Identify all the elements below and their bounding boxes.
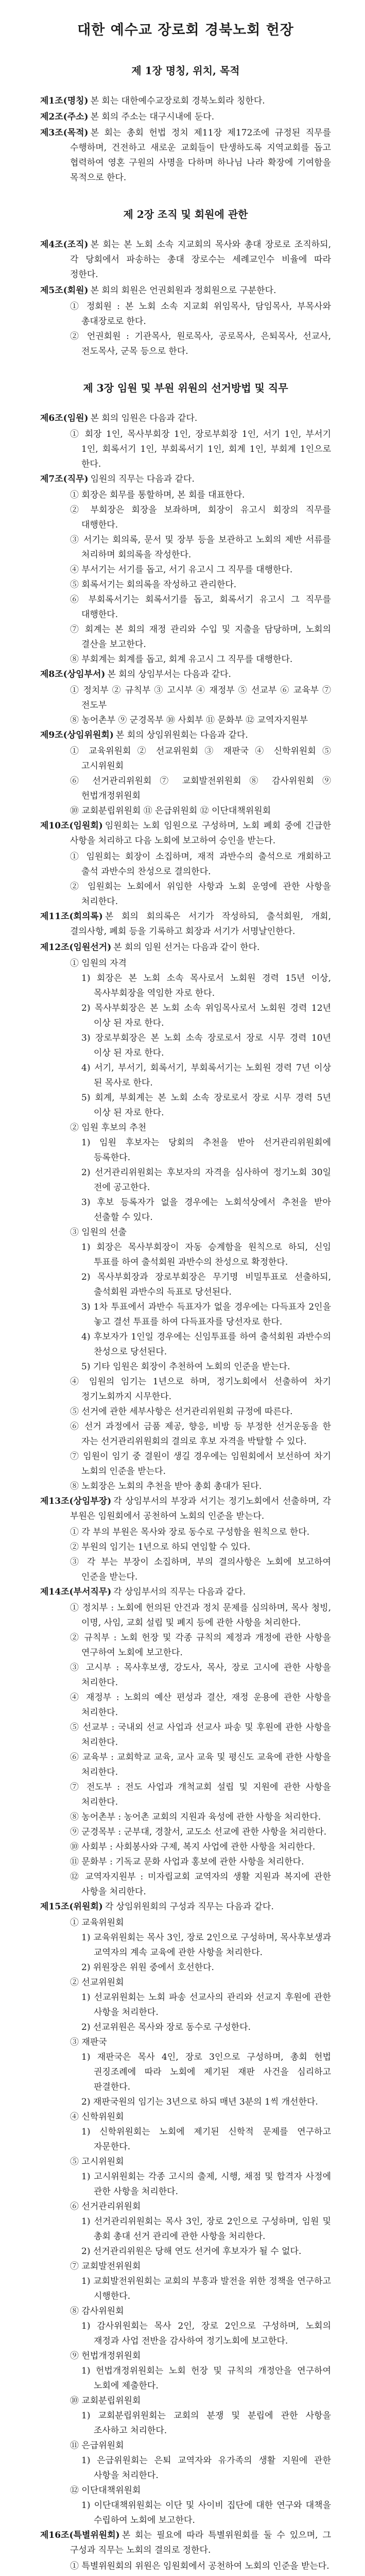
article-number: 제11조(회의록) <box>40 911 103 922</box>
clause-subitem: 1) 교회분립위원회는 교회의 분쟁 및 분립에 관한 사항을 조사하고 처리한다. <box>81 2411 331 2436</box>
clause-item: ⑦ 교회발전위원회 <box>70 2261 141 2272</box>
clause-item: ② 임원 후보의 추천 <box>70 1123 147 1133</box>
clause-item: ⑧ 농어촌부 : 농어촌 교회의 지원과 육성에 관한 사항을 처리한다. <box>70 1812 321 1822</box>
clause-item: ⑤ 고시위원회 <box>70 2157 124 2167</box>
clause-item: ② 규칙부 : 노회 헌장 및 각종 규칙의 제정과 개정에 관한 사항을 연구하여 노회에 보고한다. <box>70 1633 331 1658</box>
document-title: 대한 예수교 장로회 경북노회 헌장 <box>77 22 294 38</box>
clause-item: ⑪ 문화부 : 기독교 문화 사업과 홍보에 관한 사항을 처리한다. <box>70 1857 304 1867</box>
clause-item: ③ 임원의 선출 <box>70 1227 127 1238</box>
article-number: 제16조(특별위원회) <box>40 2530 120 2540</box>
article-number: 제2조(주소) <box>40 112 89 122</box>
clause-item: ⑥ 부회록서기는 회록서기를 돕고, 회록서기 유고시 그 직무를 대행한다. <box>70 595 331 620</box>
clause-item: ① 회장 1인, 목사부회장 1인, 장로부회장 1인, 서기 1인, 부서기 1인, 회록서기 1인, 부회록서기 1인, 회계 1인, 부회계 1인으로 한다. <box>70 429 331 469</box>
article <box>40 1900 331 1914</box>
clause-item: ⑥ 선거 과정에서 금품 제공, 향응, 비방 등 부정한 선거운동을 한 자는 선거관리위원회의 결의로 후보 자격을 박탈할 수 있다. <box>70 1421 331 1447</box>
article-number: 제6조(임원) <box>40 413 89 423</box>
clause-item: ⑥ 선거관리위원회 <box>70 2201 141 2212</box>
article-text: 본 회의 회원은 언권회원과 정회원으로 구분한다. <box>90 285 276 296</box>
clause-subitem: 2) 선거관리위원회는 후보자의 자격을 심사하여 정기노회 30일 전에 공고한다. <box>81 1167 331 1193</box>
clause-item: ① 교육위원회 <box>70 1918 124 1928</box>
clause-item: ⑤ 회록서기는 회의록을 작성하고 관리한다. <box>70 580 237 590</box>
article-number: 제3조(목적) <box>40 128 89 138</box>
clause-item: ① 임원의 자격 <box>70 958 127 969</box>
clause-item: ④ 신학위원회 <box>70 2112 124 2122</box>
article-number: 제14조(부서직무) <box>40 1587 112 1597</box>
clause-item: ⑦ 임원이 임기 중 결원이 생길 경우에는 임원회에서 보선하여 차기 노회의 인준을 받는다. <box>70 1451 331 1477</box>
clause-item: ⑧ 부회계는 회계를 돕고, 회계 유고시 그 직무를 대행한다. <box>70 654 293 665</box>
article-text: 본 회의 임원은 다음과 같다. <box>90 413 198 423</box>
clause-item: ④ 재정부 : 노회의 예산 편성과 결산, 재정 운용에 관한 사항을 처리한다. <box>70 1692 331 1718</box>
clause-item: ④ 부서기는 서기를 돕고, 서기 유고시 그 직무를 대행한다. <box>70 565 293 575</box>
clause-subitem: 2) 선교위원은 목사와 장로 동수로 구성한다. <box>81 2022 251 2032</box>
clause-item: ⑨ 군경목부 : 군부대, 경찰서, 교도소 선교에 관한 사항을 처리한다. <box>70 1827 327 1837</box>
clause-subitem: 2) 위원장은 위원 중에서 호선한다. <box>81 1962 214 1973</box>
clause-item: ① 특별위원회의 위원은 임원회에서 공천하여 노회의 인준을 받는다. <box>70 2561 329 2571</box>
clause-subitem: 1) 신학위원회는 노회에 제기된 신학적 문제를 연구하고 자문한다. <box>81 2127 331 2152</box>
chapter-title: 제 1장 명칭, 위치, 목적 <box>131 64 240 77</box>
article-number: 제13조(상임부장) <box>40 1496 112 1506</box>
article <box>40 110 331 125</box>
article-text: 본 회의 상임부서는 다음과 같다. <box>107 669 231 680</box>
article-text: 본 회의 상임위원회는 다음과 같다. <box>115 730 248 740</box>
clause-item: ③ 재판국 <box>70 2037 107 2047</box>
article <box>40 126 331 185</box>
clause-item: ⑦ 회계는 본 회의 재정 관리와 수입 및 지출을 담당하며, 노회의 결산을 보고한다. <box>70 624 331 650</box>
article-number: 제12조(임원선거) <box>40 942 112 953</box>
article-number: 제15조(위원회) <box>40 1902 103 1912</box>
article-number: 제9조(상임위원회) <box>40 730 114 740</box>
clause-subitem: 1) 은급위원회는 은퇴 교역자와 유가족의 생활 지원에 관한 사항을 처리한다. <box>81 2455 331 2481</box>
clause-subitem: 1) 교육위원회는 목사 3인, 장로 2인으로 구성하며, 목사후보생과 교역자의 계속 교육에 관한 사항을 처리한다. <box>81 1933 331 1958</box>
clause-item: ① 정회원 : 본 노회 소속 지교회 위임목사, 담임목사, 부목사와 총대장로로 한다. <box>70 301 331 327</box>
clause-item: ① 정치부 ② 규칙부 ③ 고시부 ④ 재정부 ⑤ 선교부 ⑥ 교육부 ⑦ 전도부 <box>70 685 331 710</box>
clause-item: ① 교육위원회 ② 선교위원회 ③ 재판국 ④ 신학위원회 ⑤ 고시위원회 <box>70 746 331 771</box>
clause-item: ⑤ 선거에 관한 세부사항은 선거관리위원회 규정에 따른다. <box>70 1406 293 1417</box>
clause-item: ③ 고시부 : 목사후보생, 강도사, 목사, 장로 고시에 관한 사항을 처리한다. <box>70 1663 331 1688</box>
article <box>40 819 331 849</box>
clause-item: ⑤ 선교부 : 국내외 선교 사업과 선교사 파송 및 후원에 관한 사항을 처리한다. <box>70 1722 331 1748</box>
clause-item: ⑥ 선거관리위원회 ⑦ 교회발전위원회 ⑧ 감사위원회 ⑨ 헌법개정위원회 <box>70 776 331 801</box>
clause-subitem: 3) 장로부회장은 본 노회 소속 장로로서 장로 시무 경력 10년 이상 된 자로 한다. <box>81 1033 331 1058</box>
clause-subitem: 1) 고시위원회는 각종 고시의 출제, 시행, 채점 및 합격자 사정에 관한 사항을 처리한다. <box>81 2172 331 2197</box>
clause-item: ① 각 부의 부원은 목사와 장로 동수로 구성함을 원칙으로 한다. <box>70 1527 310 1537</box>
article-number: 제10조(임원회) <box>40 821 103 831</box>
clause-subitem: 1) 임원 후보자는 당회의 추천을 받아 선거관리위원회에 등록한다. <box>81 1138 331 1163</box>
article-number: 제8조(상임부서) <box>40 669 106 680</box>
article-number: 제1조(명칭) <box>40 96 89 106</box>
clause-item: ⑩ 사회부 : 사회봉사와 구제, 복지 사업에 관한 사항을 처리한다. <box>70 1842 316 1852</box>
clause-subitem: 2) 재판국원의 임기는 3년으로 하되 매년 3분의 1씩 개선한다. <box>81 2097 318 2107</box>
clause-item: ⑧ 감사위원회 <box>70 2306 124 2316</box>
article <box>40 2528 331 2558</box>
clause-subitem: 2) 목사부회장은 본 노회 소속 위임목사로서 노회원 경력 12년 이상 된 자로 한다. <box>81 1003 331 1028</box>
article-text: 본 회의 임원 선거는 다음과 같이 한다. <box>113 942 260 953</box>
clause-subitem: 4) 서기, 부서기, 회록서기, 부회록서기는 노회원 경력 7년 이상 된 목사로 한다. <box>81 1063 331 1088</box>
article-number: 제7조(직무) <box>40 474 89 484</box>
clause-subitem: 1) 선거관리위원회는 목사 3인, 장로 2인으로 구성하며, 임원 및 총회 총대 선거 관리에 관한 사항을 처리한다. <box>81 2216 331 2242</box>
clause-item: ② 언권회원 : 기관목사, 원로목사, 공로목사, 은퇴목사, 선교사, 전도목사, 군목 등으로 한다. <box>70 331 331 357</box>
document-body <box>40 62 331 2576</box>
article <box>40 728 331 743</box>
clause-item: ① 정치부 : 노회에 헌의된 안건과 정치 문제를 심의하며, 목사 청빙, 이명, 사임, 교회 설립 및 폐지 등에 관한 사항을 처리한다. <box>70 1603 331 1628</box>
clause-item <box>40 2574 331 2576</box>
article <box>40 1585 331 1600</box>
article-text: 본 회는 필요에 따라 특별위원회를 둘 수 있으며, 그 구성과 직무는 노회의 결의로 정한다. <box>70 2530 331 2555</box>
clause-item: ⑩ 교회분립위원회 <box>70 2396 141 2406</box>
article-number: 제5조(회원) <box>40 285 89 296</box>
clause-subitem: 3) 후보 등록자가 없을 경우에는 노회석상에서 추천을 받아 선출할 수 있다. <box>81 1197 331 1223</box>
clause-subitem: 3) 1차 투표에서 과반수 득표자가 없을 경우에는 다득표자 2인을 놓고 결선 투표를 하여 다득표자를 당선자로 한다. <box>81 1302 331 1327</box>
article <box>40 411 331 426</box>
clause-item: ④ 임원의 임기는 1년으로 하며, 정기노회에서 선출하여 차기 정기노회까지 시무한다. <box>70 1377 331 1402</box>
article <box>40 909 331 939</box>
clause-item: ⑪ 은급위원회 <box>70 2441 124 2451</box>
article-text: 각 상임위원회의 구성과 직무는 다음과 같다. <box>105 1902 274 1912</box>
article <box>40 667 331 682</box>
article-text: 각 상임부서의 부장과 서기는 정기노회에서 선출하며, 각 부원은 임원회에서 공천하여 노회의 인준을 받는다. <box>70 1496 331 1521</box>
clause-subitem: 1) 선교위원회는 노회 파송 선교사의 관리와 선교지 후원에 관한 사항을 처리한다. <box>81 1992 331 2018</box>
clause-item: ① 회장은 회무를 통할하며, 본 회를 대표한다. <box>70 490 245 500</box>
clause-item: ⑧ 농어촌부 ⑨ 군경목부 ⑩ 사회부 ⑪ 문화부 ⑫ 교역자지원부 <box>70 715 308 725</box>
clause-item: ② 임원회는 노회에서 위임한 사항과 노회 운영에 관한 사항을 처리한다. <box>70 882 331 907</box>
clause-item: ② 선교위원회 <box>70 1977 124 1988</box>
article <box>40 472 331 487</box>
clause-subitem: 1) 교회발전위원회는 교회의 부흥과 발전을 위한 정책을 연구하고 시행한다. <box>81 2276 331 2301</box>
clause-item: ① 임원회는 회장이 소집하며, 재적 과반수의 출석으로 개회하고 출석 과반수의 찬성으로 결의한다. <box>70 852 331 877</box>
clause-subitem: 1) 이단대책위원회는 이단 및 사이비 집단에 대한 연구와 대책을 수립하여 노회에 보고한다. <box>81 2500 331 2526</box>
clause-subitem: 2) 선거관리위원은 당해 연도 선거에 후보자가 될 수 없다. <box>81 2246 302 2257</box>
clause-subitem: 1) 감사위원회는 목사 2인, 장로 2인으로 구성하며, 노회의 재정과 사업 전반을 감사하여 정기노회에 보고한다. <box>81 2321 331 2346</box>
clause-item: ⑦ 전도부 : 전도 사업과 개척교회 설립 및 지원에 관한 사항을 처리한다. <box>70 1782 331 1807</box>
article <box>40 94 331 109</box>
clause-item: ② 부원의 임기는 1년으로 하되 연임할 수 있다. <box>70 1542 251 1552</box>
article-text: 본 회의 회의록은 서기가 작성하되, 출석회원, 개회, 결의사항, 폐회 등을 기록하고 회장과 서기가 서명날인한다. <box>70 911 331 937</box>
article-text: 임원의 직무는 다음과 같다. <box>90 474 195 484</box>
article <box>40 1494 331 1524</box>
clause-subitem: 1) 재판국은 목사 4인, 장로 3인으로 구성하며, 총회 헌법 권징조례에 따라 노회에 제기된 재판 사건을 심리하고 판결한다. <box>81 2052 331 2092</box>
article-text: 각 상임부서의 직무는 다음과 같다. <box>113 1587 246 1597</box>
article <box>40 238 331 282</box>
clause-subitem: 1) 회장은 본 노회 소속 목사로서 노회원 경력 15년 이상, 목사부회장을 역임한 자로 한다. <box>81 973 331 998</box>
chapter-title: 제 3장 임원 및 부원 위원의 선거방법 및 직무 <box>83 382 288 394</box>
chapter-title: 제 2장 조직 및 회원에 관한 <box>123 208 248 221</box>
clause-subitem: 5) 회계, 부회계는 본 노회 소속 장로로서 장로 시무 경력 5년 이상 된 자로 한다. <box>81 1093 331 1118</box>
article <box>40 940 331 955</box>
article-text: 본 회의 주소는 대구시내에 둔다. <box>90 112 215 122</box>
clause-subitem: 1) 회장은 목사부회장이 자동 승계함을 원칙으로 하되, 신임 투표를 하여 출석회원 과반수의 찬성으로 확정한다. <box>81 1242 331 1267</box>
article-text: 본 회는 본 노회 소속 지교회의 목사와 총대 장로로 조직하되, 각 당회에서 파송하는 총대 장로수는 세례교인수 비율에 따라 정한다. <box>70 240 331 280</box>
article-text: 임원회는 노회 임원으로 구성하며, 노회 폐회 중에 긴급한 사항을 처리하고 다음 노회에 보고하여 승인을 받는다. <box>70 821 331 846</box>
clause-item: ⑫ 교역자지원부 : 미자립교회 교역자의 생활 지원과 복지에 관한 사항을 처리한다. <box>70 1872 331 1897</box>
clause-item: ⑥ 교육부 : 교회학교 교육, 교사 교육 및 평신도 교육에 관한 사항을 처리한다. <box>70 1752 331 1777</box>
clause-subitem: 1) 헌법개정위원회는 노회 헌장 및 규칙의 개정안을 연구하여 노회에 제출한다. <box>81 2366 331 2391</box>
article-text: 본 회는 대한예수교장로회 경북노회라 칭한다. <box>90 96 265 106</box>
clause-subitem: 2) 목사부회장과 장로부회장은 무기명 비밀투표로 선출하되, 출석회원 과반수의 득표로 당선된다. <box>81 1272 331 1297</box>
article-number: 제4조(조직) <box>40 240 89 250</box>
article-text: 본 회는 총회 헌법 정치 제11장 제172조에 규정된 직무를 수행하며, 건전하고 새로운 교회들이 탄생하도록 지역교회를 돕고 협력하여 영혼 구원의 사명을 다하며 하나님 나라 확장에 기여함을 목적으로 한다. <box>70 128 331 183</box>
article <box>40 283 331 298</box>
clause-item: ③ 서기는 회의록, 문서 및 장부 등을 보관하고 노회의 제반 서류를 처리하며 회의록을 작성한다. <box>70 535 331 560</box>
clause-item: ⑧ 노회장은 노회의 추천을 받아 총회 총대가 된다. <box>70 1481 262 1492</box>
clause-subitem: 5) 기타 임원은 회장이 추천하여 노회의 인준을 받는다. <box>81 1362 290 1372</box>
clause-subitem: 4) 후보자가 1인일 경우에는 신임투표를 하여 출석회원 과반수의 찬성으로 당선된다. <box>81 1332 331 1357</box>
clause-item: ⑩ 교회분립위원회 ⑪ 은급위원회 ⑫ 이단대책위원회 <box>70 806 271 816</box>
clause-item: ⑨ 헌법개정위원회 <box>70 2351 141 2361</box>
clause-item: ③ 각 부는 부장이 소집하며, 부의 결의사항은 노회에 보고하여 인준을 받는다. <box>70 1557 331 1582</box>
clause-item: ⑫ 이단대책위원회 <box>70 2485 141 2496</box>
clause-item: ② 부회장은 회장을 보좌하며, 회장이 유고시 회장의 직무를 대행한다. <box>70 505 331 530</box>
